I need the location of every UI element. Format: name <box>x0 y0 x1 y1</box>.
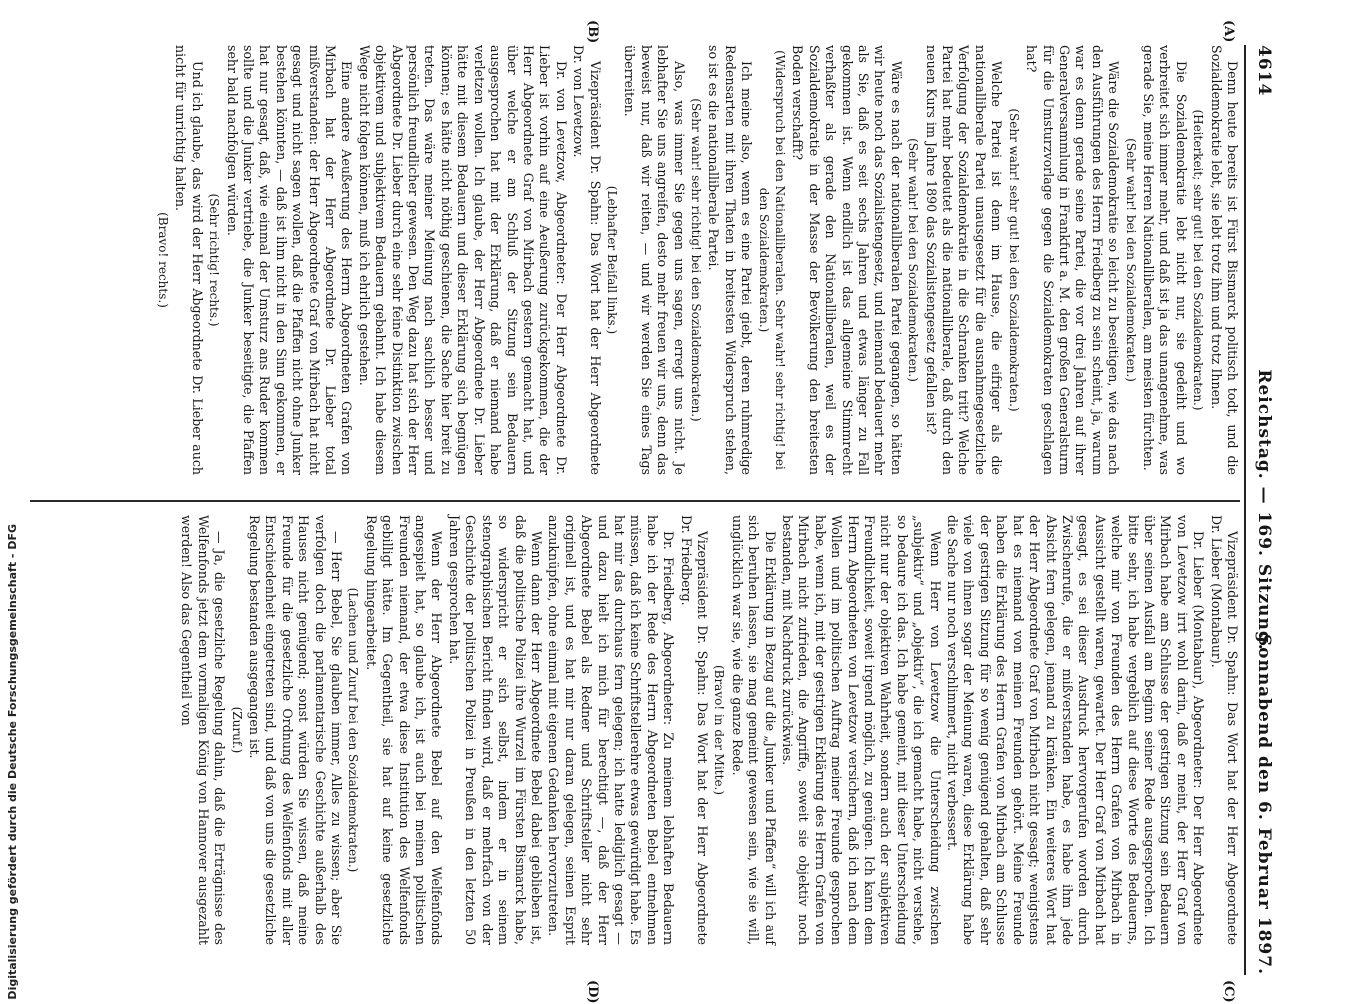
right-column-paragraph: Wenn Herr von Levetzow die Unterscheidung zwischen „subjektiv“ und „objektiv“, die ich gemacht habe, nicht verstehe, so bedaure ich das. Ich habe gemeint, mit dieser Unterscheidung nicht nur der objektiven Wahrheit, sondern auch der subjektiven Freundlichkeit, soweit irgend möglich, zu genügen. Ich kann dem Herrn Abgeordneten von Levetzow versichern, daß ich nach dem Wollen und im politischen Auftrag meiner Freunde gesprochen habe, wenn ich, mit der gestrigen Erklärung des Herrn Grafen von Mirbach nicht zufrieden, die Angriffe, soweit sie objektiv noch bestanden, mit Nachdruck zurückwies. <box>780 515 943 945</box>
right-column-paragraph: — Herr Bebel, Sie glauben immer, Alles zu wissen; aber Sie verfolgen doch die parlamentarische Geschichte außerhalb des Hauses nicht genügend; sonst würden Sie wissen, daß meine Freunde für die gesetzliche Ordnung des Welfenfonds mit aller Entschiedenheit eingetreten sind, und daß von uns die gesetzliche Regelung bestanden ausgegangen ist. <box>247 515 345 945</box>
page-title: Reichstag. — 169. Sitzung. <box>1254 369 1274 651</box>
right-column-paragraph: Vizepräsident Dr. Spahn: Das Wort hat der Herr Abgeordnete Dr. Friedberg. <box>678 515 710 945</box>
left-column-paragraph: Wäre die Sozialdemokratie so leicht zu beseitigen, wie das nach den Ausführungen des Herrn Friedberg zu sein scheint, ja, warum war es denn gerade seine Partei, die vor drei Jahren auf ihrer Generalversammlung in Frankfurt a. M. den großen Generalsturm für die Umsturzvorlage gegen die Sozialdemokraten geschlagen hat? <box>1024 45 1122 475</box>
right-column-paragraph: Die Erklärung in Bezug auf die „Junker und Pfaffen“ will ich auf sich beruhen lassen, sie mag gemeint gewesen sein, wie sie will, unglücklich war sie, wie die ganze Rede. <box>729 515 778 945</box>
left-column-paragraph: Welche Partei ist denn im Hause, die eifriger als die nationalliberale Partei unausgesetzt für die ausnahmegesetzliche Verfolgung der Sozialdemokratie in die Schranken tritt? Welche Partei hat mehr bedeutet als die nationalliberale, daß durch den neuen Kurs im Jahre 1890 das Sozialistengesetz gefallen ist? <box>923 45 1005 475</box>
right-column-paragraph: Vizepräsident Dr. Spahn: Das Wort hat der Herr Abgeordnete Dr. Lieber (Montabaur). <box>1208 515 1240 945</box>
left-column-paragraph: Und ich glaube, das wird der Herr Abgeordnete Dr. Lieber auch nicht für unrichtig halten. <box>173 45 205 475</box>
left-column-paragraph: (Sehr wahr! bei den Sozialdemokraten.) <box>1123 138 1138 382</box>
page-number: 4614 <box>1254 45 1274 97</box>
left-column-paragraph: Vizepräsident Dr. Spahn: Das Wort hat der Herr Abgeordnete Dr. von Levetzow. <box>571 45 603 475</box>
left-column-paragraph: Eine andere Aeußerung des Herrn Abgeordneten Grafen von Mirbach hat der Herr Abgeordnete Dr. Lieber total mißverstanden: der Herr Abgeordnete Graf von Mirbach hat nicht gesagt und nicht sagen wollen, daß die Pfaffen nicht ohne Junker bestehen könnten, — daß ist ihm nicht in den Sinn gekommen, er hat nur gesagt, daß, wie einmal der Umsturz ans Ruder kommen sollte und die Junker vertriebe, die Junker beseitigte, die Pfaffen sehr bald nachfolgen würden. <box>224 45 355 475</box>
margin-mark-d: (D) <box>585 980 600 1004</box>
page-header <box>1244 45 1280 975</box>
session-date: Sonnabend den 6. Februar 1897. <box>1254 633 1274 975</box>
right-column <box>177 515 1240 945</box>
right-column-paragraph: (Zuruf.) <box>229 706 244 754</box>
left-column-paragraph: (Sehr wahr! bei den Sozialdemokraten.) <box>906 138 921 382</box>
credit-text: Digitalisierung gefördert durch die Deutsche Forschungsgemeinschaft - DFG <box>5 524 19 1000</box>
left-column-paragraph: (Sehr wahr! sehr richtig! bei den Sozialdemokraten.) <box>689 98 703 422</box>
margin-mark-b: (B) <box>585 20 600 44</box>
left-column-paragraph: (Lebhafter Beifall links.) <box>604 185 619 335</box>
right-column-paragraph: (Bravo! in der Mitte.) <box>712 664 727 796</box>
left-column-paragraph: (Bravo! rechts.) <box>156 212 170 308</box>
margin-mark-a: (A) <box>1221 20 1236 43</box>
right-column-paragraph: — Ja, die gesetzliche Regelung dahin, daß die Erträgnisse des Welfenfonds jetzt dem vormaligen König von Hannover ausgezahlt werden! Also das Gegentheil von <box>179 515 228 945</box>
right-column-paragraph: Wenn dann der Herr Abgeordnete Bebel dabei geblieben ist, daß die politische Polizei ihre Wurzel im Fürsten Bismarck habe, so widerspricht er sich selbst, indem er in seinem stenographischen Bericht finden wird, daß er mehrfach von der Geschichte der politischen Polizei in Preußen in den letzten 50 Jahren gesprochen hat. <box>446 515 544 945</box>
left-column-paragraph: (Sehr richtig! rechts.) <box>207 193 222 327</box>
digitization-credit <box>0 524 24 1000</box>
margin-mark-c: (C) <box>1221 980 1236 1003</box>
right-column-paragraph: Wenn der Herr Abgeordnete Bebel auf den Welfenfonds angespielt hat, so glaube ich, ist auch bei meinen politischen Freunden niemand, der etwa diese Institution des Welfenfonds gebilligt hätte. Im Gegentheil, sie hat auf keine gesetzliche Regelung hingearbeitet. <box>363 515 445 945</box>
right-column-paragraph: Dr. Friedberg, Abgeordneter: Zu meinem lebhaften Bedauern habe ich der Rede des Herrn Abgeordneten Bebel entnehmen müssen, daß ich keine Schriftstellerehre etwas gewürdigt habe. Es hat mir das durchaus fern gelegen; ich hatte lediglich gesagt — und dazu hielt ich mich für berechtigt —, daß der Herr Abgeordnete Bebel als Redner und Schriftsteller nicht sehr originell ist, und es hat mir nur daran gelegen, seinen Esprit anzuknüpfen, ohne einmal mit eigenen Gedanken hervorzutreten. <box>546 515 677 945</box>
right-column-paragraph: (Lachen und Zuruf bei den Sozialdemokraten.) <box>346 587 361 873</box>
left-column-paragraph: Also, was immer Sie gegen uns sagen, erregt uns nicht. Je lebhafter Sie uns angreifen, desto mehr freuen wir uns, denn das beweist nur, daß wir reiten, — und wir werden Sie eines Tags überreiten. <box>622 45 687 475</box>
right-column-paragraph: Dr. Lieber (Montabaur), Abgeordneter: Der Herr Abgeordnete von Levetzow irrt wohl darin, daß er meint, der Herr Graf von Mirbach habe am Schlusse der gestrigen Sitzung sein Bedauern über seinen Ausfall am Beginn seiner Rede ausgesprochen. Ich bitte sehr, ich habe vergeblich auf diese Worte des Bedauerns, welche mir von Freunden des Herrn Grafen von Mirbach in Aussicht gestellt waren, gewartet. Der Herr Graf von Mirbach hat gesagt, es sei dieser Ausdruck hervorgerufen worden durch Zwischenrufe, die er mißverstanden habe, es habe ihm jede Absicht fern gelegen, jemand zu kränken. Ein weiteres Wort hat der Herr Abgeordnete Graf von Mirbach nicht gesagt; wenigstens hat es niemand von meinen Freunden gehört. Meine Freunde haben die Erklärung des Herrn Grafen von Mirbach am Schlusse der gestrigen Sitzung für so wenig genügend gehalten, daß sehr viele von ihnen sogar der Meinung waren, diese Erklärung habe die Sache nur noch verschlimmert, nicht verbessert. <box>945 515 1207 945</box>
left-column-paragraph: (Sehr wahr! sehr gut! bei den Sozialdemokraten.) <box>1006 108 1021 412</box>
left-column-paragraph: (Heiterkeit; sehr gut! bei den Sozialdemokraten.) <box>1191 109 1206 411</box>
left-column-paragraph: (Widerspruch bei den Nationalliberalen. Sehr wahr! sehr richtig! bei den Sozialdemokraten.) <box>756 50 788 470</box>
column-divider <box>30 500 1240 502</box>
left-column-paragraph: Wäre es nach der nationalliberalen Partei gegangen, so hätten wir heute noch das Sozialistengesetz, und niemand bedauert mehr als Sie, daß es seit sechs Jahren und etwas länger zu Fall gekommen ist. Wenn endlich ist das allgemeine Stimmrecht verhaßter als gerade den Nationalliberalen, weil es der Sozialdemokratie in der Masse der Bevölkerung den breitesten Boden verschafft? <box>790 45 904 475</box>
left-column <box>154 45 1240 475</box>
left-column-paragraph: Ich meine also, wenn es eine Partei giebt, deren ruhmredige Redensarten mit ihren Thaten in breitesten Widerspruch stehen, so ist es die nationalliberale Partei. <box>706 45 755 475</box>
left-column-paragraph: Denn heute bereits ist Fürst Bismarck politisch todt, und die Sozialdemokratie lebt, sie lebt trotz ihm und trotz Ihnen. <box>1208 45 1240 475</box>
left-column-paragraph: Die Sozialdemokratie lebt nicht nur, sie gedeiht und wo verbreitet sich immer mehr, und daß ist ja das unangenehme, was gerade Sie, meine Herren Nationalliberalen, am meisten fürchten. <box>1140 45 1189 475</box>
left-column-paragraph: Dr. von Levetzow, Abgeordneter: Der Herr Abgeordnete Dr. Lieber ist vorhin auf eine Aeußerung zurückgekommen, die der Herr Abgeordnete Graf von Mirbach gestern gemacht hat, und über welche er am Schluß der Sitzung sein Bedauern ausgesprochen hat mit der Erklärung, daß er niemand habe verletzen wollen. Ich glaube, der Herr Abgeordnete Dr. Lieber hätte mit diesem Bedauern und dieser Erklärung sich begnügen können; es hätte nicht nöthig geschienen, die Sache hier breit zu treten. Das wäre meiner Meinung nach sachlich besser und persönlich freundlicher gewesen. Den Weg dazu hat sich der Herr Abgeordnete Dr. Lieber durch eine sehr feine Distinktion zwischen objektivem und subjektivem Bedauern gebahnt. Ich habe diesem Wege nicht folgen können, muß ich ehrlich gestehen. <box>356 45 569 475</box>
